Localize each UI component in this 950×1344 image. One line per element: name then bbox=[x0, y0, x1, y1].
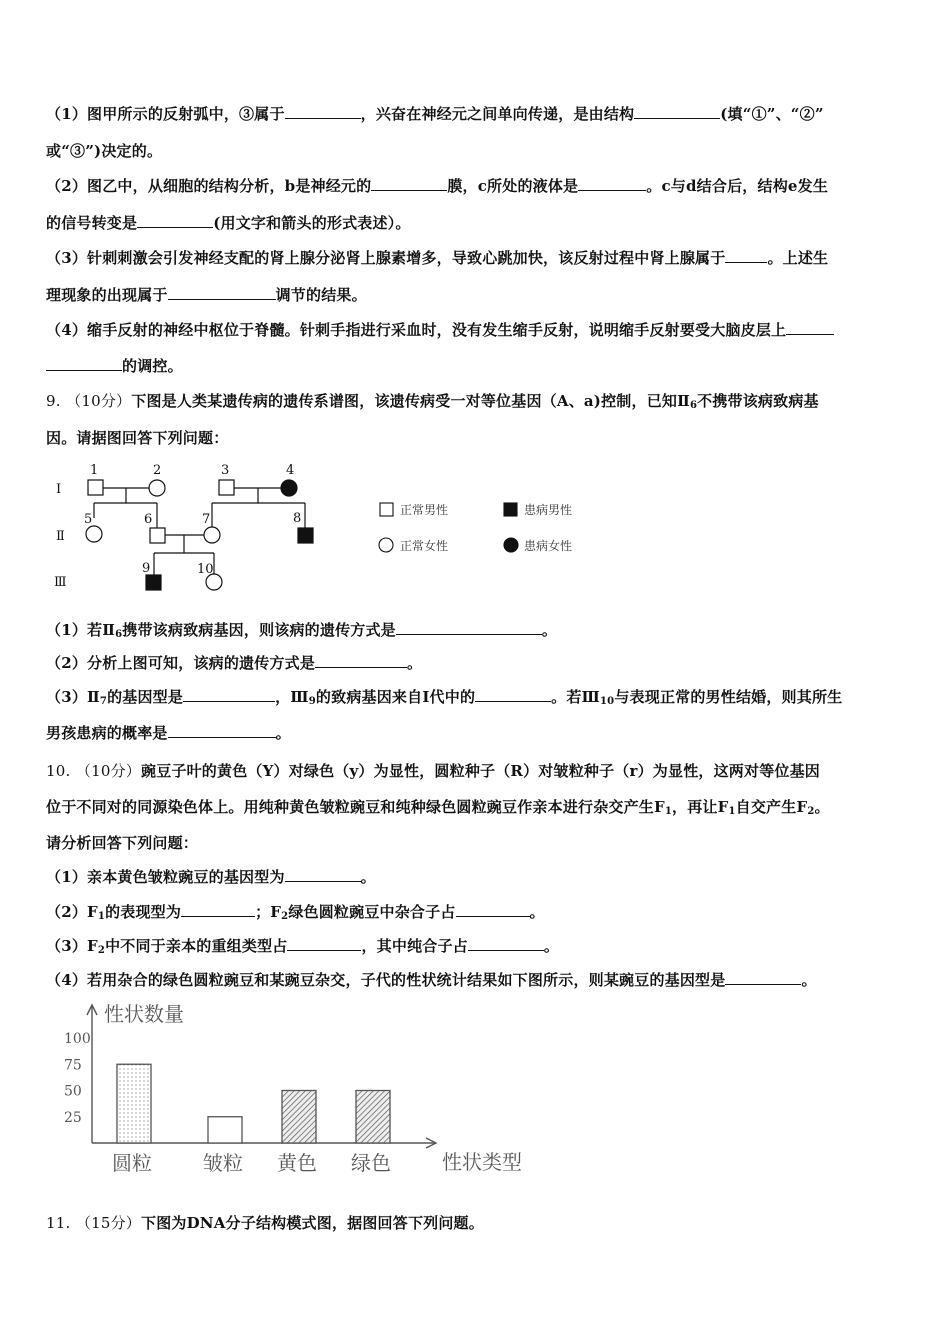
q9-part3-line2: 男孩患病的概率是 。 bbox=[46, 724, 291, 742]
q10-part3: $(3)F_2$中不同于亲本的重组类型占 ，其中纯合子占 。 bbox=[46, 937, 560, 956]
legend-normal-male-icon bbox=[380, 503, 393, 516]
legend-affected-female: 患病女性 bbox=[524, 539, 573, 553]
answer-blank[interactable] bbox=[456, 904, 530, 917]
q9-part2: （2）分析上图可知，该病的遗传方式是 。 bbox=[46, 654, 423, 672]
id-label-6: 6 bbox=[144, 512, 153, 527]
bar-皱粒 bbox=[208, 1117, 242, 1143]
pedigree-individual-9 bbox=[146, 575, 161, 590]
pedigree-individual-5 bbox=[86, 526, 102, 542]
x-tick-label: 圆粒 bbox=[112, 1151, 152, 1175]
q8-part3-line1: （3）针刺刺激会引发神经支配的肾上腺分泌肾上腺素增多，导致心跳加快，该反射过程中肾上腺属于 。上述生 bbox=[46, 249, 829, 267]
generation-label-3: Ⅲ bbox=[54, 575, 67, 590]
pedigree-individual-2 bbox=[149, 480, 165, 496]
q8-part1-line2: 或“③”)决定的。 bbox=[46, 142, 163, 160]
answer-blank[interactable] bbox=[634, 106, 720, 119]
id-label-7: 7 bbox=[202, 512, 211, 527]
x-tick-label: 黄色 bbox=[277, 1151, 317, 1175]
q11-stem: 11. （15分）下图为DNA分子结构模式图，据图回答下列问题。 bbox=[46, 1214, 484, 1232]
answer-blank[interactable] bbox=[468, 938, 544, 951]
pedigree-individual-3 bbox=[219, 480, 234, 495]
legend-affected-male-icon bbox=[504, 503, 517, 516]
x-axis-title: 性状类型 bbox=[442, 1150, 522, 1174]
answer-blank[interactable] bbox=[285, 106, 361, 119]
pedigree-individual-4 bbox=[281, 480, 297, 496]
q8-part3-line2: 理现象的出现属于 调节的结果。 bbox=[46, 286, 367, 304]
answer-blank[interactable] bbox=[475, 689, 551, 702]
q8-part1-line1: （1）图甲所示的反射弧中，③属于 ，兴奋在神经元之间单向传递，是由结构 (填“①”、“②” bbox=[46, 105, 824, 123]
id-label-1: 1 bbox=[90, 463, 99, 478]
trait-bar-chart bbox=[50, 995, 550, 1185]
answer-blank[interactable] bbox=[396, 622, 542, 635]
id-label-2: 2 bbox=[153, 463, 162, 478]
answer-blank[interactable] bbox=[725, 250, 767, 263]
q10-part2: $(2)F_1$的表现型为 ；$F_2$绿色圆粒豌豆中杂合子占 。 bbox=[46, 903, 545, 922]
answer-blank[interactable] bbox=[285, 869, 361, 882]
legend-affected-female-icon bbox=[504, 538, 518, 552]
generation-label-1: Ⅰ bbox=[56, 482, 62, 497]
q9-part3-line1: $(3)Ⅱ_7$的基因型是 ，$Ⅲ_9$的致病基因来自Ⅰ代中的 。若$Ⅲ_{10}$与表现正常的男性结婚，则其所生 bbox=[46, 688, 843, 707]
y-axis-title: 性状数量 bbox=[104, 1002, 184, 1026]
answer-blank[interactable] bbox=[578, 178, 646, 191]
q8-part2-line2: 的信号转变是 (用文字和箭头的形式表述）。 bbox=[46, 214, 411, 232]
x-tick-label: 绿色 bbox=[351, 1151, 391, 1175]
answer-blank[interactable] bbox=[137, 215, 213, 228]
answer-blank[interactable] bbox=[371, 178, 447, 191]
id-label-3: 3 bbox=[221, 463, 230, 478]
answer-blank[interactable] bbox=[168, 725, 276, 738]
y-tick-label: 25 bbox=[64, 1109, 82, 1126]
answer-blank[interactable] bbox=[725, 972, 801, 985]
answer-blank[interactable] bbox=[168, 287, 276, 300]
y-tick-label: 50 bbox=[64, 1083, 82, 1100]
bar-黄色 bbox=[282, 1091, 316, 1144]
q10-stem-line1: 10. （10分）豌豆子叶的黄色（Y）对绿色（y）为显性，圆粒种子（R）对皱粒种子（r）为显性，这两对等位基因 bbox=[46, 762, 820, 780]
pedigree-individual-1 bbox=[88, 480, 103, 495]
q9-part1: （1）若$Ⅱ_6$携带该病致病基因，则该病的遗传方式是 。 bbox=[46, 621, 558, 640]
answer-blank[interactable] bbox=[287, 938, 361, 951]
q10-stem-line3: 请分析回答下列问题： bbox=[46, 834, 199, 852]
legend-normal-male: 正常男性 bbox=[400, 503, 449, 517]
id-label-9: 9 bbox=[142, 561, 151, 576]
q8-part2-line1: （2）图乙中，从细胞的结构分析，b是神经元的 膜，c所处的液体是 。c与d结合后，结构e发生 bbox=[46, 177, 829, 195]
q10-part4: （4）若用杂合的绿色圆粒豌豆和某豌豆杂交，子代的性状统计结果如下图所示，则某豌豆的基因型是 。 bbox=[46, 971, 817, 989]
x-tick-label: 皱粒 bbox=[203, 1151, 243, 1175]
pedigree-individual-7 bbox=[204, 527, 220, 543]
pedigree-individual-6 bbox=[150, 528, 165, 543]
id-label-8: 8 bbox=[293, 511, 302, 526]
q9-stem-line1: 9. （10分）下图是人类某遗传病的遗传系谱图，该遗传病受一对等位基因（A、a)控制，已知$Ⅱ_6$不携带该病致病基 bbox=[46, 392, 819, 411]
generation-label-2: Ⅱ bbox=[56, 529, 65, 544]
q9-stem-line2: 因。请据图回答下列问题： bbox=[46, 429, 229, 447]
legend-normal-female: 正常女性 bbox=[400, 539, 449, 553]
answer-blank[interactable] bbox=[46, 358, 122, 371]
answer-blank[interactable] bbox=[786, 322, 834, 335]
answer-blank[interactable] bbox=[315, 655, 407, 668]
legend-normal-female-icon bbox=[379, 538, 393, 552]
pedigree-chart bbox=[40, 458, 600, 596]
bar-绿色 bbox=[356, 1091, 390, 1144]
pedigree-individual-8 bbox=[298, 528, 313, 543]
id-label-10: 10 bbox=[197, 562, 214, 577]
y-tick-label: 75 bbox=[64, 1057, 82, 1074]
answer-blank[interactable] bbox=[181, 904, 255, 917]
q8-part4-line1: （4）缩手反射的神经中枢位于脊髓。针刺手指进行采血时，没有发生缩手反射，说明缩手反射要受大脑皮层上 bbox=[46, 319, 834, 340]
y-tick-label: 100 bbox=[64, 1031, 91, 1047]
id-label-4: 4 bbox=[286, 463, 295, 478]
answer-blank[interactable] bbox=[183, 689, 275, 702]
bar-圆粒 bbox=[117, 1064, 151, 1143]
q10-stem-line2: 位于不同对的同源染色体上。用纯种黄色皱粒豌豆和纯种绿色圆粒豌豆作亲本进行杂交产生$F_1$，再让$F_1$自交产生$F_2$。 bbox=[46, 798, 830, 817]
q10-part1: （1）亲本黄色皱粒豌豆的基因型为 。 bbox=[46, 868, 376, 886]
q8-part4-line2: 的调控。 bbox=[46, 355, 183, 376]
legend-affected-male: 患病男性 bbox=[524, 503, 573, 517]
id-label-5: 5 bbox=[84, 512, 93, 527]
